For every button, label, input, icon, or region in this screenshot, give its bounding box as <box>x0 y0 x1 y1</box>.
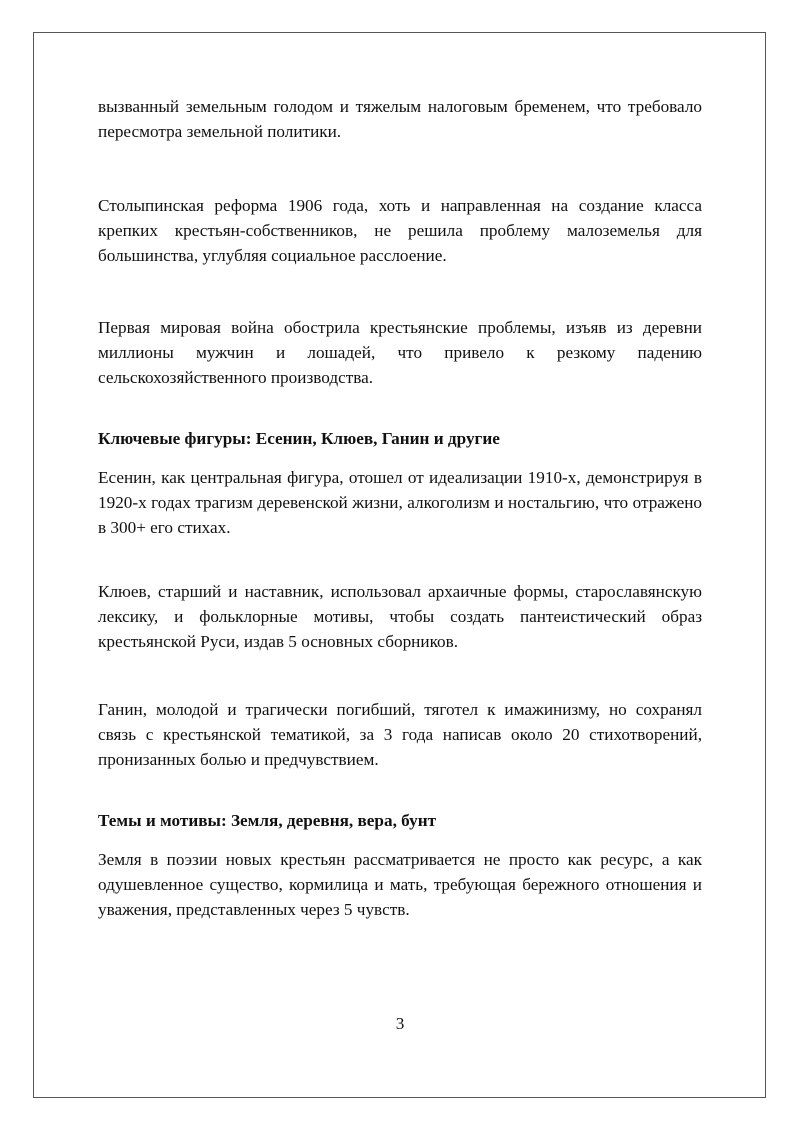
paragraph-esenin: Есенин, как центральная фигура, отошел от идеализации 1910-х, демонстрируя в 1920-х годах трагизм деревенской жизни, алкоголизм и ностальгию, что отражено в 300+ его стихах. <box>98 468 702 537</box>
paragraph-land-hunger: вызванный земельным голодом и тяжелым налоговым бременем, что требовало пересмотра земельной политики. <box>98 97 702 141</box>
paragraph-stolypin-reform: Столыпинская реформа 1906 года, хоть и направленная на создание класса крепких крестьян-собственников, не решила проблему малоземелья для большинства, углубляя социальное расслоение. <box>98 196 702 265</box>
section-heading-themes: Темы и мотивы: Земля, деревня, вера, бунт <box>98 811 437 830</box>
paragraph-ganin: Ганин, молодой и трагически погибший, тяготел к имажинизму, но сохранял связь с крестьянской тематикой, за 3 года написав около 20 стихотворений, пронизанных болью и предчувствием. <box>98 700 702 769</box>
section-heading-key-figures: Ключевые фигуры: Есенин, Клюев, Ганин и другие <box>98 429 500 448</box>
paragraph-world-war: Первая мировая война обострила крестьянские проблемы, изъяв из деревни миллионы мужчин и лошадей, что привело к резкому падению сельскохозяйственного производства. <box>98 318 702 387</box>
page-number: 3 <box>395 1014 405 1033</box>
page-content <box>98 94 702 922</box>
paragraph-land-theme: Земля в поэзии новых крестьян рассматривается не просто как ресурс, а как одушевленное существо, кормилица и мать, требующая бережного отношения и уважения, представленных через 5 чувств. <box>98 850 702 919</box>
paragraph-klyuev: Клюев, старший и наставник, использовал архаичные формы, старославянскую лексику, и фольклорные мотивы, чтобы создать пантеистический образ крестьянской Руси, издав 5 основных сборников. <box>98 582 702 651</box>
